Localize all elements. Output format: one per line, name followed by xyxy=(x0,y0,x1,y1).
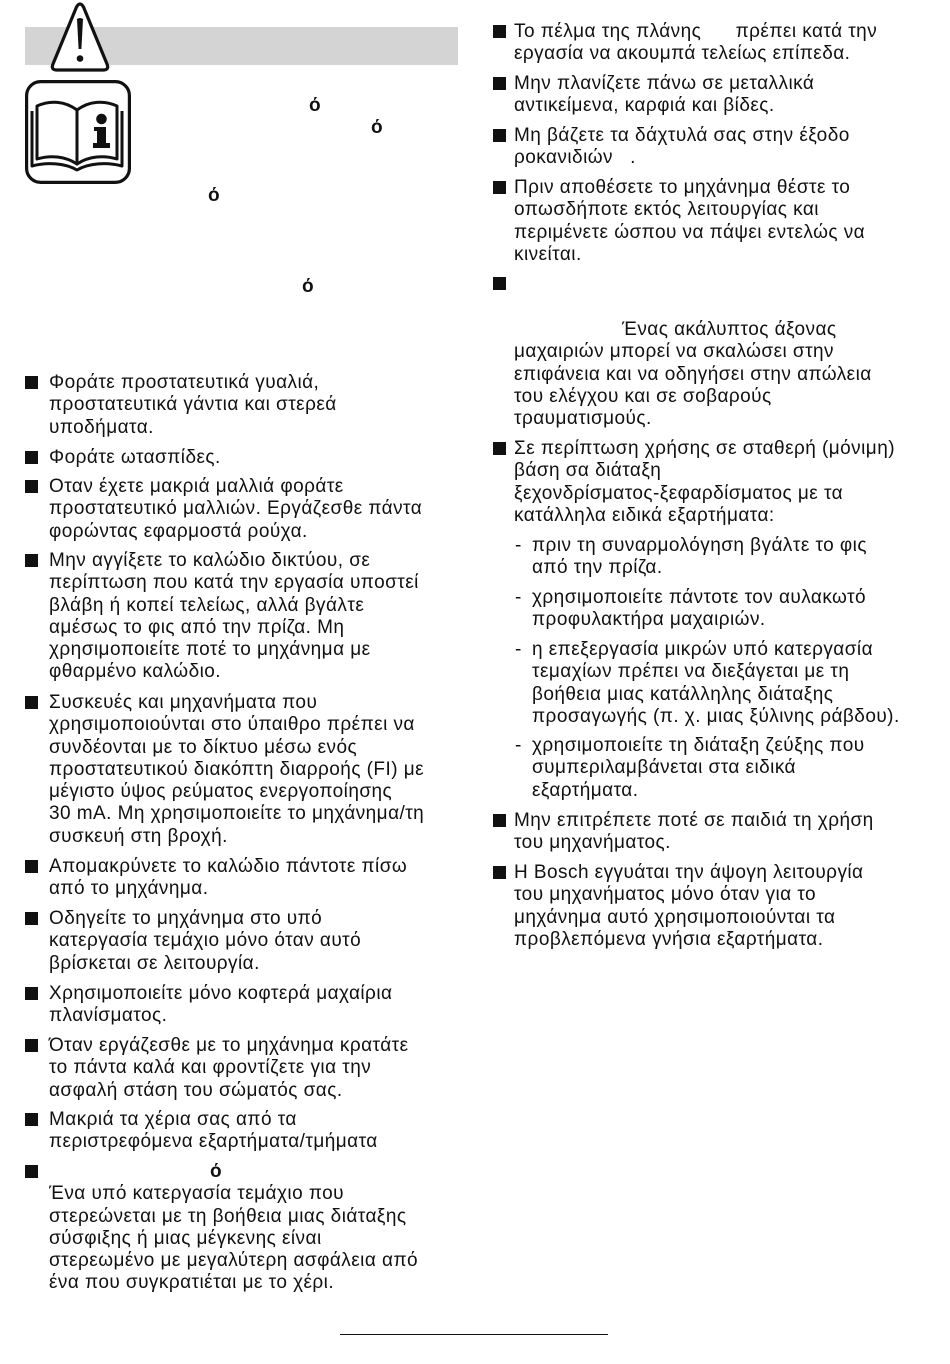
instruction-line: Φοράτε προστατευτικά γυαλιά, xyxy=(49,372,320,393)
instruction-line: ξεχονδρίσματος-ξεφαρδίσματος με τα xyxy=(514,482,844,504)
square-bullet-icon xyxy=(25,376,38,389)
instruction-line: Συσκευές και μηχανήματα που xyxy=(49,692,318,713)
instruction-line: Χρησιμοποιείτε μόνο κοφτερά μαχαίρια xyxy=(49,983,393,1004)
safety-instruction-item xyxy=(49,983,392,1028)
instruction-line: στερεωμένο με μεγαλύτερη ασφάλεια από xyxy=(49,1250,419,1272)
instruction-line: προστατευτικό μαλλιών. Εργάζεσθε πάντα xyxy=(49,498,423,520)
safety-instruction-item xyxy=(49,447,221,469)
square-bullet-icon xyxy=(493,129,506,142)
square-bullet-icon xyxy=(25,860,38,873)
square-bullet-icon xyxy=(25,987,38,1000)
safety-instruction-item xyxy=(49,372,337,439)
instruction-line: προστατευτικά γάντια και στερεά xyxy=(49,394,337,416)
square-bullet-icon xyxy=(493,814,506,827)
safety-instruction-item xyxy=(514,810,874,855)
instruction-line: στερεώνεται με τη βοήθεια μιας διάταξης xyxy=(49,1205,407,1227)
instruction-line: Όταν εργάζεσθε με το μηχάνημα κρατάτε xyxy=(49,1035,409,1056)
instruction-line: συσκευή στη βροχή. xyxy=(49,825,228,847)
instruction-line: Οδηγείτε το μηχάνημα στο υπό xyxy=(49,908,323,929)
square-bullet-icon xyxy=(25,1113,38,1126)
instruction-line: προστατευτικού διακόπτη διαρροής (FI) με xyxy=(49,758,425,780)
square-bullet-icon xyxy=(493,442,506,455)
instruction-line: εξαρτήματα. xyxy=(532,779,639,801)
instruction-line: κατάλληλα ειδικά εξαρτήματα: xyxy=(514,504,775,526)
square-bullet-icon xyxy=(25,480,38,493)
safety-instruction-item xyxy=(49,692,424,848)
safety-instruction-item xyxy=(514,862,864,951)
instruction-line: συμπεριλαμβάνεται στα ειδικά xyxy=(532,757,796,779)
instruction-line: οπωσδήποτε εκτός λειτουργίας και xyxy=(514,199,819,221)
square-bullet-icon xyxy=(25,1165,38,1178)
dash-marker: - xyxy=(515,639,522,660)
instruction-line: βλάβη ή κοπεί τελείως, αλλά βγάλτε xyxy=(49,594,365,616)
safety-instruction-item xyxy=(49,550,419,684)
square-bullet-icon xyxy=(25,451,38,464)
instruction-line: μέγιστο ύψος ρεύματος ενεργοποίησης xyxy=(49,781,393,803)
instruction-line: του μηχανήματος μόνο όταν για το xyxy=(514,884,817,906)
instruction-line: τεμαχίων πρέπει να διεξάγεται με τη xyxy=(532,661,850,683)
instruction-line: αμέσως το φις από την πρίζα. Μη xyxy=(49,616,345,638)
square-bullet-icon xyxy=(493,866,506,879)
instruction-line: 30 mA. Μη χρησιμοποιείτε το μηχάνημα/τη xyxy=(49,803,425,825)
instruction-line: συνδέονται με το δίκτυο μέσω ενός xyxy=(49,736,358,758)
heading-fragment: ό xyxy=(302,276,314,297)
instruction-line: επιφάνεια και να οδηγήσει στην απώλεια xyxy=(514,363,872,385)
safety-instruction-item xyxy=(49,1109,378,1154)
instruction-line: Σε περίπτωση χρήσης σε σταθερή (μόνιμη) xyxy=(514,438,895,459)
square-bullet-icon xyxy=(25,554,38,567)
instruction-line: περιστρεφόμενα εξαρτήματα/τμήματα xyxy=(49,1131,378,1153)
dash-marker: - xyxy=(515,587,522,608)
instruction-line: προφυλακτήρα μαχαιριών. xyxy=(532,609,766,631)
instruction-line: μηχάνημα αυτό χρησιμοποιούνται τα xyxy=(514,906,836,928)
instruction-line: του μηχανήματος. xyxy=(514,832,671,854)
sub-instruction-item xyxy=(515,639,900,728)
instruction-line: χρησιμοποιείτε πάντοτε τον αυλακωτό xyxy=(532,587,867,608)
instruction-line: υποδήματα. xyxy=(49,416,154,438)
instruction-line: πλανίσματος. xyxy=(49,1005,168,1027)
instruction-line: ροκανιδιών . xyxy=(514,147,636,169)
read-manual-icon xyxy=(25,80,131,184)
instruction-line: προβλεπόμενα γνήσια εξαρτήματα. xyxy=(514,928,824,950)
safety-instruction-item xyxy=(514,177,865,266)
instruction-line: του ελέγχου και σε σοβαρούς xyxy=(514,385,772,407)
heading-fragment: ό xyxy=(371,117,383,138)
instruction-line: κατεργασία τεμάχιο μόνο όταν αυτό xyxy=(49,930,362,952)
heading-fragment: ό xyxy=(208,185,220,206)
instruction-line: κινείται. xyxy=(514,243,582,265)
instruction-line: Μακριά τα χέρια σας από τα xyxy=(49,1109,297,1130)
instruction-line: Η Bosch εγγυάται την άψογη λειτουργία xyxy=(514,862,864,883)
instruction-line: ένα που συγκρατιέται με το χέρι. xyxy=(49,1272,335,1294)
safety-instruction-item xyxy=(514,73,814,118)
instruction-line: χρησιμοποιείτε ποτέ το μηχάνημα με xyxy=(49,639,371,661)
square-bullet-icon xyxy=(493,277,506,290)
instruction-line: το πάντα καλά και φροντίζετε για την xyxy=(49,1057,372,1079)
instruction-line: Μη βάζετε τα δάχτυλά σας στην έξοδο xyxy=(514,125,850,146)
instruction-line: Πριν αποθέσετε το μηχάνημα θέστε το xyxy=(514,177,851,198)
square-bullet-icon xyxy=(25,912,38,925)
safety-instruction-item xyxy=(514,21,877,66)
warning-triangle-icon xyxy=(49,0,111,74)
instruction-line: χρησιμοποιούνται στο ύπαιθρο πρέπει να xyxy=(49,714,415,736)
sub-instruction-item xyxy=(515,535,867,580)
instruction-line: Μην επιτρέπετε ποτέ σε παιδιά τη χρήση xyxy=(514,810,874,831)
instruction-line: βοήθεια μιας κατάλληλης διάταξης xyxy=(532,683,834,705)
instruction-line: φθαρμένο καλώδιο. xyxy=(49,661,222,683)
safety-instruction-item xyxy=(49,856,407,901)
dash-marker: - xyxy=(515,735,522,756)
footer-rule xyxy=(340,1334,608,1335)
instruction-line: βάση σα διάταξη xyxy=(514,460,662,482)
instruction-line: φορώντας εφαρμοστά ρούχα. xyxy=(49,520,308,542)
square-bullet-icon xyxy=(493,181,506,194)
instruction-line: ασφαλή στάση του σώματός σας. xyxy=(49,1079,343,1101)
safety-instruction-item xyxy=(49,908,361,975)
instruction-line: Μην αγγίξετε το καλώδιο δικτύου, σε xyxy=(49,550,371,571)
safety-instruction-item xyxy=(49,1035,409,1102)
safety-instruction-item xyxy=(514,438,900,801)
instruction-line: περίπτωση που κατά την εργασία υποστεί xyxy=(49,572,419,594)
square-bullet-icon xyxy=(25,1039,38,1052)
instruction-line: από την πρίζα. xyxy=(532,557,663,579)
square-bullet-icon xyxy=(493,77,506,90)
square-bullet-icon xyxy=(25,696,38,709)
instruction-line: Το πέλμα της πλάνης πρέπει κατά την xyxy=(514,21,878,42)
instruction-line: εργασία να ακουμπά τελείως επίπεδα. xyxy=(514,43,851,65)
instruction-line: Απομακρύνετε το καλώδιο πάντοτε πίσω xyxy=(49,856,408,877)
instruction-line: μαχαιριών μπορεί να σκαλώσει στην xyxy=(514,341,835,363)
instruction-line: τραυματισμούς. xyxy=(514,408,652,430)
instruction-line: αντικείμενα, καρφιά και βίδες. xyxy=(514,95,775,117)
instruction-line: Μην πλανίζετε πάνω σε μεταλλικά xyxy=(514,73,815,94)
instruction-line: πριν τη συναρμολόγηση βγάλτε το φις xyxy=(532,535,867,556)
instruction-line: χρησιμοποιείτε τη διάταξη ζεύξης που xyxy=(532,735,865,756)
instruction-line: από το μηχάνημα. xyxy=(49,878,209,900)
instruction-line: σύσφιξης ή μιας μέγκενης είναι xyxy=(49,1227,322,1249)
instruction-line: βρίσκεται σε λειτουργία. xyxy=(49,952,260,974)
instruction-line: Ένας ακάλυπτος άξονας xyxy=(622,319,837,340)
safety-instruction-item xyxy=(49,1161,418,1295)
sub-instruction-item xyxy=(515,587,867,632)
instruction-line: η επεξεργασία μικρών υπό κατεργασία xyxy=(532,639,874,660)
square-bullet-icon xyxy=(493,25,506,38)
heading-fragment: ό xyxy=(210,1161,223,1182)
dash-marker: - xyxy=(515,535,522,556)
instruction-line: Οταν έχετε μακριά μαλλιά φοράτε xyxy=(49,476,344,497)
instruction-line: Ένα υπό κατεργασία τεμάχιο που xyxy=(49,1183,344,1205)
instruction-line: προσαγωγής (π. χ. μιας ξύλινης ράβδου). xyxy=(532,705,900,727)
safety-instruction-item xyxy=(514,273,872,430)
instruction-line: Φοράτε ωτασπίδες. xyxy=(49,447,221,468)
safety-instruction-item xyxy=(49,476,422,543)
safety-instruction-item xyxy=(514,125,850,170)
sub-instruction-item xyxy=(515,735,865,802)
instruction-line: περιμένετε ώσπου να πάψει εντελώς να xyxy=(514,221,866,243)
heading-fragment: ό xyxy=(309,95,321,116)
